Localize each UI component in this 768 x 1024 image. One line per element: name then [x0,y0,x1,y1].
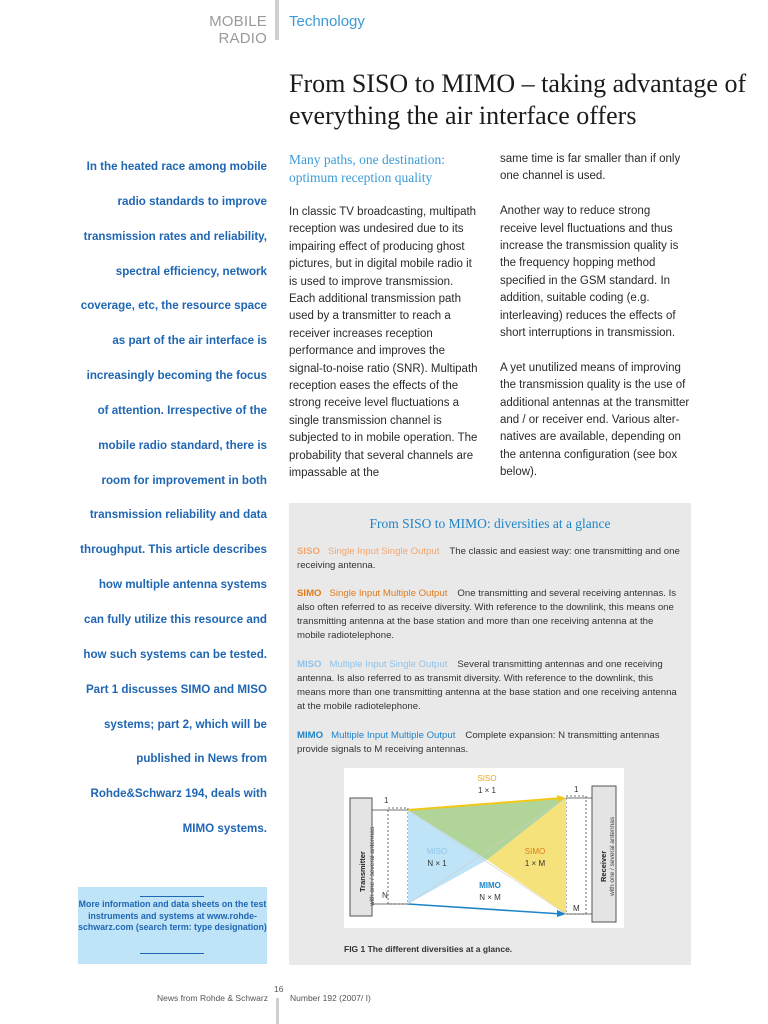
diversity-box [289,503,691,965]
term-abbr: MISO [297,659,322,670]
paragraph: Another way to reduce strong receive level fluctuations and thus increase the transmission quality is the frequency hopping method specified in the GSM standard. In addition, suitable coding (e.g. interleaving) reduces the effects of short interruptions in transmission. [500,205,679,340]
term-text: Complete expansion: N transmitting antennas provide signals to M receiving antennas. [297,730,660,755]
siso-label: SISO [477,774,497,783]
info-rule [140,953,204,954]
simo-dim: 1 × M [524,859,546,868]
category-label: Technology [289,13,365,30]
term-name: Multiple Input Single Output [329,659,448,670]
miso-label: MISO [426,847,448,856]
header-divider [275,0,279,40]
rx-bottom-number: M [573,904,580,913]
info-text: More information and data sheets on the test instruments and systems at www.rohde-schwarz.com (search term: type designation) [78,899,267,932]
diagram-svg [344,768,624,928]
definition-mimo [297,729,683,757]
info-rule [140,896,204,897]
diversity-diagram [344,768,624,928]
definition-miso [297,658,683,714]
paragraph: A yet unutilized means of improving the transmission quality is the use of additional antennas at the transmitter and / or receiver end. Various alternatives are available, depending on the antenna configuration (see box below). [500,361,690,479]
definition-siso [297,545,683,573]
term-text: Several transmitting antennas and one receiving antenna. Is also referred to as transmit diversity. With reference to the downlink, this means more than one transmitting antenna at the base station and one receiving antenna at the mobile radiotelephone. [297,659,677,712]
term-name: Single Input Single Output [327,546,440,557]
tx-top-number: 1 [384,796,389,805]
body-column-2 [500,151,690,482]
rx-top-number: 1 [574,785,579,794]
figure-caption: FIG 1 The different diversities at a glance. [344,944,513,954]
intro-text: In the heated race among mobile radio standards to improve transmission rates and reliability, spectral efficiency, network coverage, etc, the resource space as part of the air interface is increasingly becoming the focus of attention. Irrespective of the mobile radio standard, there is room for improvement in both transmission reliability and data throughput. This article describes how multiple antenna systems can fully utilize this resource and how such systems can be tested. Part 1 discusses SIMO and MISO systems; part 2, which will be published in News from Rohde&Schwarz 194, deals with MIMO systems. [80,160,267,836]
receiver-label: Receiver [599,850,608,882]
rx-antenna-frame [566,796,586,914]
tx-bottom-number: N [382,891,388,900]
mimo-dim: N × M [479,893,501,902]
term-name: Multiple Input Multiple Output [331,730,456,741]
page-number: 16 [274,984,284,994]
term-text: One transmitting and several receiving antennas. Is also often referred to as receive diversity. With reference to the downlink, this means one transmitting antenna at the base station and more than one receiving antenna at the mobile radiotelephone. [297,588,677,641]
receiver-sublabel: with one / several antennas [609,816,616,896]
info-box [78,887,267,964]
tx-antenna-frame [388,808,408,904]
miso-dim: N × 1 [427,859,447,868]
siso-dim: 1 × 1 [477,786,497,795]
transmitter-label: Transmitter [358,851,367,892]
section-label: MOBILE RADIO [209,13,267,47]
term-abbr: SIMO [297,588,322,599]
article-title: From SISO to MIMO – taking advantage of everything the air interface offers [289,69,747,130]
footer-issue: Number 192 (2007/ I) [290,993,371,1003]
term-name: Single Input Multiple Output [329,588,448,599]
footer-divider [276,998,279,1024]
body-column-1 [289,204,479,483]
section-subheading: Many paths, one destination: optimum reception quality [289,152,445,185]
term-abbr: MIMO [297,730,324,741]
definition-simo [297,587,683,643]
transmitter-sublabel: with one / several antennas [369,826,376,906]
simo-label: SIMO [524,847,546,856]
footer-publication: News from Rohde & Schwarz [156,993,268,1003]
mimo-label: MIMO [479,881,501,890]
term-abbr: SISO [297,546,320,557]
paragraph: same time is far smaller than if only one channel is used. [500,153,681,183]
box-title: From SISO to MIMO: diversities at a glance [369,516,611,531]
term-text: The classic and easiest way: one transmitting and one receiving antenna. [297,546,680,571]
paragraph: In classic TV broadcasting, multipath reception was undesired due to its impairing effect of producing ghost pictures, but in digital mobile radio it is used to improve transmission. Each additional transmission path used by a transmitter to reach a receiver increases reception performance and improves the signal-to-noise ratio (SNR). Multipath reception eases the effects of the strong receive level fluctuations a single transmission channel is subjected to in mobile operation. The probability that several channels are impassable at the [289,206,478,480]
